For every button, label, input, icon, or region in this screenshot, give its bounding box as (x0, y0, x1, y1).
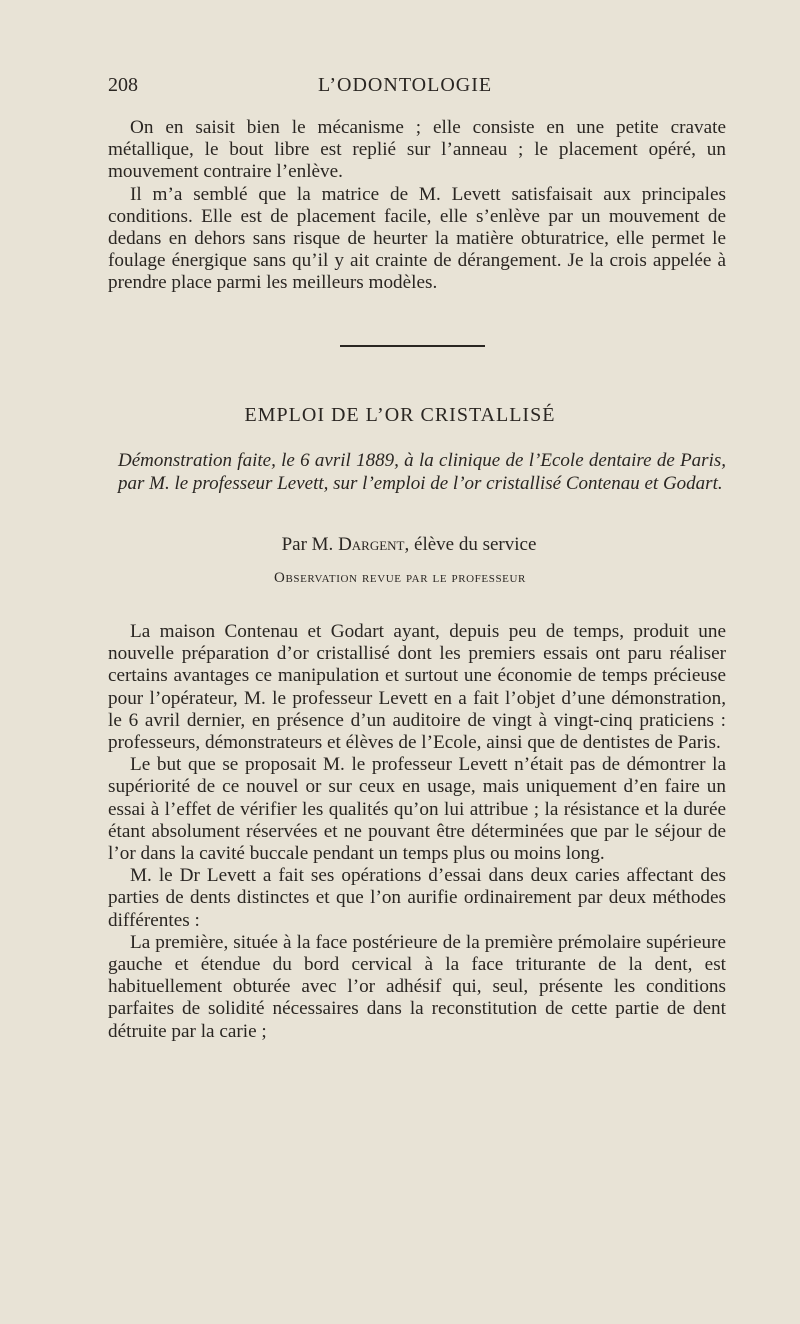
author-name: Dargent (338, 534, 405, 555)
paragraph: Il m’a semblé que la matrice de M. Levett satisfaisait aux principales conditions. Elle est de placement facile, elle s’enlève par un mouvement de dedans en dehors sans risque de heurter la matière obturatrice, elle permet le foulage énergique sans qu’il y ait crainte de dérangement. Je la crois appelée à prendre place parmi les meilleurs modèles. (108, 183, 726, 294)
byline (0, 534, 800, 556)
byline-prefix: Par M. (281, 534, 334, 555)
paragraph: M. le Dr Levett a fait ses opérations d’essai dans deux caries affectant des parties de dents distinctes et que l’on aurifie ordinairement par deux méthodes différentes : (108, 865, 726, 931)
page-header (108, 74, 728, 102)
paragraph: La maison Contenau et Godart ayant, depuis peu de temps, produit une nouvelle préparation d’or cristallisé dont les premiers essais ont paru réaliser certains avantages ce manipulation et surtout une économie de temps précieuse pour l’opérateur, M. le professeur Levett en a fait l’objet d’une démonstration, le 6 avril dernier, en présence d’un auditoire de vingt à vingt-cinq praticiens : professeurs, démonstrateurs et élèves de l’Ecole, ainsi que de dentistes de Paris. (108, 621, 726, 754)
section-title: EMPLOI DE L’OR CRISTALLISÉ (244, 404, 556, 426)
body-text (108, 621, 726, 1043)
review-note: Observation revue par le professeur (274, 570, 526, 586)
byline-suffix: , élève du service (404, 534, 537, 555)
section-divider (340, 345, 485, 347)
intro-text (108, 117, 726, 295)
paragraph: La première, située à la face postérieure de la première prémolaire supérieure gauche et étendue du bord cervical à la face triturante de la dent, est habituellement obturée avec l’or adhésif qui, seul, présente les conditions parfaites de solidité nécessaires dans la reconstitution de cette partie de dent détruite par la carie ; (108, 931, 726, 1042)
paragraph: On en saisit bien le mécanisme ; elle consiste en une petite cravate métallique, le bout libre est replié sur l’anneau ; le placement opéré, un mouvement contraire l’enlève. (108, 117, 726, 183)
paragraph: Le but que se proposait M. le professeur Levett n’était pas de démontrer la supériorité de ce nouvel or sur ceux en usage, mais uniquement d’en faire un essai à l’effet de vérifier les qualités qu’on lui attribue ; la résistance et la durée étant absolument réservées et ne pouvant être déterminées que par le séjour de l’or dans la cavité buccale pendant un temps plus ou moins long. (108, 754, 726, 865)
running-title: L’ODONTOLOGIE (318, 74, 493, 96)
section-subtitle: Démonstration faite, le 6 avril 1889, à la clinique de l’Ecole dentaire de Paris, par M. le professeur Levett, sur l’emploi de l’or cristallisé Contenau et Godart. (118, 450, 726, 494)
page-number: 208 (108, 74, 138, 96)
